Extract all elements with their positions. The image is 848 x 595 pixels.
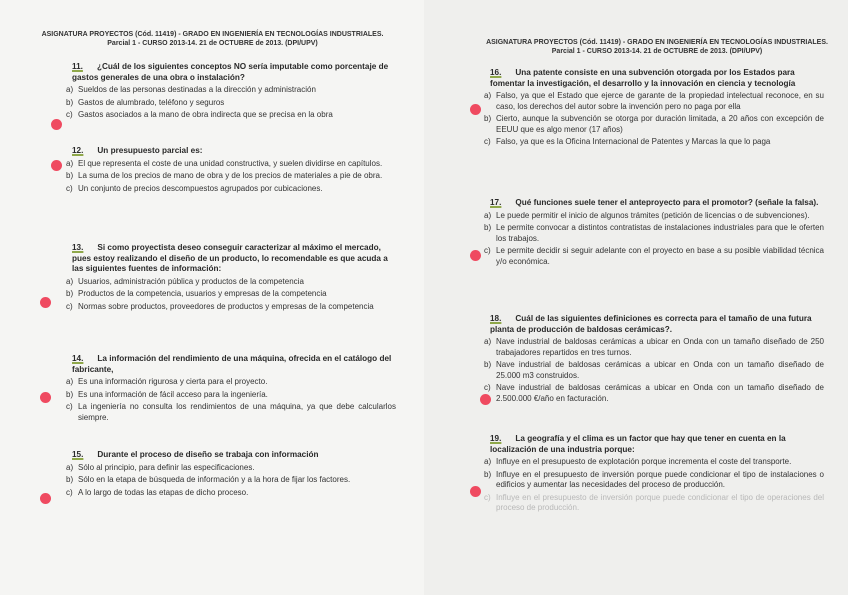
question-18 <box>484 314 824 404</box>
option-b[interactable]: b) Le permite convocar a distintos contratistas de instalaciones industriales para que le oferten los trabajos. <box>484 223 824 243</box>
answer-mark-dot <box>480 394 491 405</box>
question-text: La geografía y el clima es un factor que hay que tener en cuenta en la localización de una industria porque: <box>490 434 786 454</box>
option-b[interactable]: b) Sólo en la etapa de búsqueda de información y a la hora de fijar los factores. <box>66 475 351 484</box>
question-text: Cuál de las siguientes definiciones es correcta para el tamaño de una futura planta de producción de baldosas cerámicas?. <box>490 314 812 334</box>
question-13 <box>66 243 396 312</box>
option-c[interactable]: c) Nave industrial de baldosas cerámicas a ubicar en Onda con un tamaño diseñado de 2.500.000 €/año en facturación. <box>484 383 824 403</box>
question-number: 17. <box>490 198 502 207</box>
header-line1: ASIGNATURA PROYECTOS (Cód. 11419) - GRADO EN INGENIERÍA EN TECNOLOGÍAS INDUSTRIALES. <box>486 39 828 46</box>
left-header <box>40 30 385 48</box>
answer-mark-dot <box>470 250 481 261</box>
question-17 <box>484 198 824 267</box>
header-line1: ASIGNATURA PROYECTOS (Cód. 11419) - GRADO EN INGENIERÍA EN TECNOLOGÍAS INDUSTRIALES. <box>41 31 384 38</box>
question-text: Durante el proceso de diseño se trabaja con información <box>97 450 319 459</box>
question-text: Una patente consiste en una subvención otorgada por los Estados para fomentar la investigación, el desarrollo y la innovación en ciencia y tecnología <box>490 68 796 88</box>
answer-mark-dot <box>51 119 62 130</box>
option-b[interactable]: b) Productos de la competencia, usuarios y empresas de la competencia <box>66 289 327 298</box>
option-c[interactable]: c) A lo largo de todas las etapas de dicho proceso. <box>66 487 249 497</box>
question-text: ¿Cuál de los siguientes conceptos NO sería imputable como porcentaje de gastos generales de una obra o instalación? <box>72 62 389 82</box>
option-a[interactable]: a) Sueldos de las personas destinadas a la dirección y administración <box>66 85 316 94</box>
answer-mark-dot <box>470 104 481 115</box>
option-c[interactable]: c) Gastos asociados a la mano de obra indirecta que se precisa en la obra <box>66 110 333 119</box>
option-b[interactable]: b) Nave industrial de baldosas cerámicas a ubicar en Onda con un tamaño diseñado de 25.000 m3 construidos. <box>484 360 824 380</box>
option-c[interactable]: c) Le permite decidir si seguir adelante con el proyecto en base a su posible viabilidad técnica y/o económica. <box>484 246 824 266</box>
question-12 <box>66 146 396 194</box>
question-number: 19. <box>490 434 502 443</box>
answer-mark-dot <box>470 486 481 497</box>
question-text: La información del rendimiento de una máquina, ofrecida en el catálogo del fabricante, <box>72 354 392 374</box>
option-b[interactable]: b) La suma de los precios de mano de obra y de los precios de materiales a pie de obra. <box>66 171 383 180</box>
option-c[interactable]: c) Normas sobre productos, proveedores de productos y empresas de la competencia <box>66 301 374 311</box>
option-b[interactable]: b) Cierto, aunque la subvención se otorga por duración limitada, a 20 años con excepción de EEUU que es algo menor (17 años) <box>484 114 824 134</box>
question-11 <box>66 62 396 121</box>
option-a[interactable]: a) El que representa el coste de una unidad constructiva, y suelen dividirse en capítulos. <box>66 158 383 168</box>
question-number: 16. <box>490 68 502 77</box>
answer-mark-dot <box>40 493 51 504</box>
option-c[interactable]: c) Influye en el presupuesto de inversión porque puede condicionar el tipo de operaciones del proceso de producción. <box>484 492 824 512</box>
question-number: 15. <box>72 450 84 459</box>
option-b[interactable]: b) Es una información de fácil acceso para la ingeniería. <box>66 389 268 399</box>
question-19 <box>484 434 824 514</box>
option-a[interactable]: a) Es una información rigurosa y cierta para el proyecto. <box>66 377 268 386</box>
question-number: 13. <box>72 243 84 252</box>
answer-mark-dot <box>51 160 62 171</box>
option-a[interactable]: a) Sólo al principio, para definir las especificaciones. <box>66 462 255 472</box>
question-16 <box>484 68 824 148</box>
option-a[interactable]: a) Falso, ya que el Estado que ejerce de garante de la propiedad intelectual reconoce, en su caso, los derechos del autor sobre la invención pero no paga por ella <box>484 91 824 111</box>
question-14 <box>66 354 396 423</box>
question-text: Qué funciones suele tener el anteproyecto para el promotor? (señale la falsa). <box>515 198 819 207</box>
header-line2: Parcial 1 - CURSO 2013-14. 21 de OCTUBRE de 2013. (DPI/UPV) <box>107 40 318 47</box>
option-c[interactable]: c) Falso, ya que es la Oficina Internacional de Patentes y Marcas la que lo paga <box>484 137 771 146</box>
header-line2: Parcial 1 - CURSO 2013-14. 21 de OCTUBRE de 2013. (DPI/UPV) <box>551 48 763 55</box>
right-header <box>482 38 832 56</box>
question-text: Si como proyectista deseo conseguir caracterizar al máximo el mercado, pues estoy realizando el diseño de un producto, lo recomendable es que acuda a las siguientes fuentes de información: <box>72 243 388 273</box>
question-15 <box>66 450 396 498</box>
option-a[interactable]: a) Influye en el presupuesto de explotación porque incrementa el coste del transporte. <box>484 457 792 466</box>
question-text: Un presupuesto parcial es: <box>97 146 203 155</box>
answer-mark-dot <box>40 297 51 308</box>
option-a[interactable]: a) Usuarios, administración pública y productos de la competencia <box>66 276 304 286</box>
option-a[interactable]: a) Nave industrial de baldosas cerámicas a ubicar en Onda con un tamaño diseñado de 250 trabajadores repartidos en tres turnos. <box>484 337 824 357</box>
option-c[interactable]: c) La ingeniería no consulta los rendimientos de una máquina, ya que debe calcularlos siempre. <box>66 402 396 422</box>
option-b[interactable]: b) Gastos de alumbrado, teléfono y seguros <box>66 97 225 107</box>
question-number: 18. <box>490 314 502 323</box>
question-number: 11. <box>72 62 83 71</box>
question-number: 12. <box>72 146 84 155</box>
option-c[interactable]: c) Un conjunto de precios descompuestos agrupados por cubicaciones. <box>66 183 323 193</box>
right-page <box>424 0 848 595</box>
option-b[interactable]: b) Influye en el presupuesto de inversión porque puede condicionar el tipo de instalaciones o edificios y aumentar las necesidades del proceso de producción. <box>484 469 824 489</box>
option-a[interactable]: a) Le puede permitir el inicio de algunos trámites (petición de licencias o de subvenciones). <box>484 210 810 220</box>
question-number: 14. <box>72 354 84 363</box>
answer-mark-dot <box>40 392 51 403</box>
